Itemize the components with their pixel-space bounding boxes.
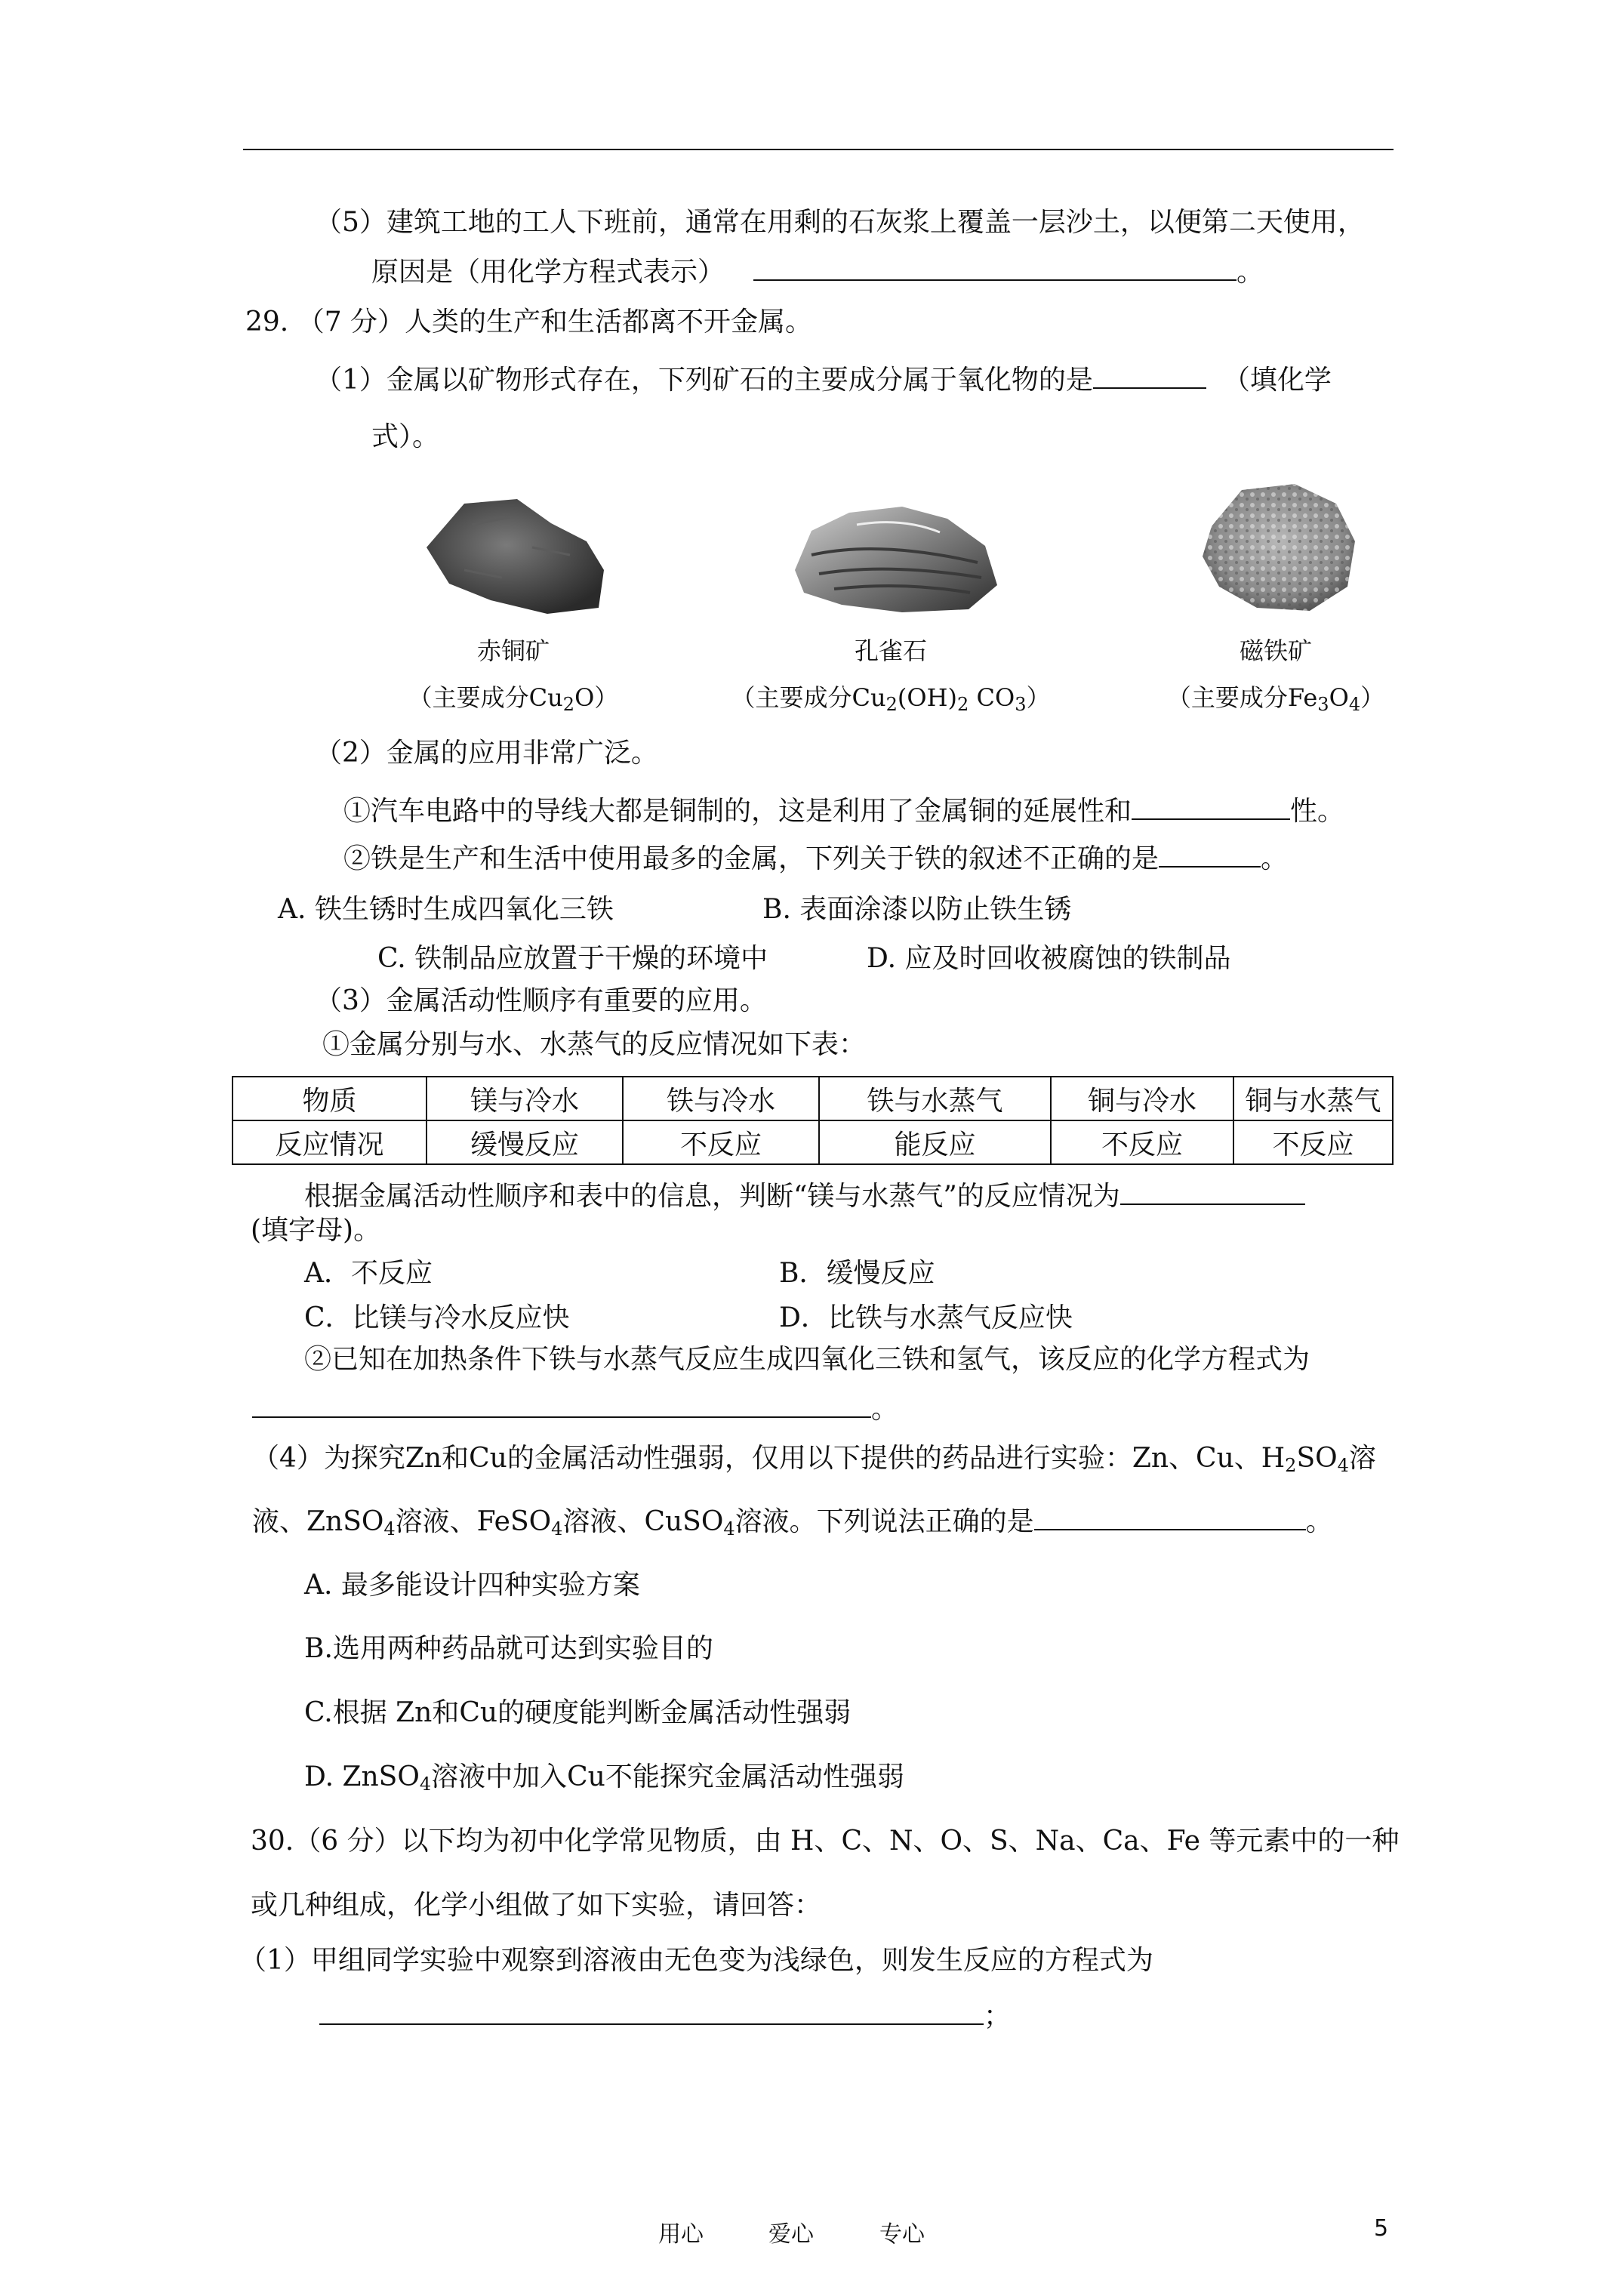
q30-line2: 或几种组成，化学小组做了如下实验，请回答： [251,1890,822,1921]
q29-2-b-prompt: ②铁是生产和生活中使用最多的金属，下列关于铁的叙述不正确的是 [343,843,1160,874]
mineral-name-cuprite: 赤铜矿 [476,636,550,665]
table-cell: 铁与冷水 [623,1077,819,1120]
q29-4-option-c: C.根据 Zn和Cu的硬度能判断金属活动性强弱 [304,1697,852,1728]
q29-1-prompt: （1）金属以矿物形式存在，下列矿石的主要成分属于氧化物的是 [315,365,1093,396]
q29-2-option-a: A. 铁生锈时生成四氧化三铁 [278,894,614,925]
table-cell: 铁与水蒸气 [819,1077,1051,1120]
q29-4-line1: （4）为探究Zn和Cu的金属活动性强弱，仅用以下提供的药品进行实验：Zn、Cu、$H_2SO_4$溶 [252,1443,1376,1476]
q29-2-option-d: D. 应及时回收被腐蚀的铁制品 [867,943,1231,974]
malachite-image [789,502,1002,615]
q29-2-heading: （2）金属的应用非常广泛。 [315,738,658,769]
q29-2-b: ②铁是生产和生活中使用最多的金属，下列关于铁的叙述不正确的是 。 [343,840,1288,876]
q29-3-a: ①金属分别与水、水蒸气的反应情况如下表： [322,1029,867,1060]
table-cell: 不反应 [1051,1120,1233,1164]
reaction-table [232,1076,1394,1165]
table-header-row [233,1077,1393,1120]
q28-5-line2 [371,254,1264,289]
table-cell: 铜与水蒸气 [1233,1077,1393,1120]
q29-2-option-c: C. 铁制品应放置于干燥的环境中 [377,943,768,974]
q29-4-option-d: D. ZnSO$_4$溶液中加入Cu不能探究金属活动性强弱 [304,1761,904,1795]
answer-blank[interactable] [319,1998,984,2025]
mineral-name-magnetite: 磁铁矿 [1239,636,1312,665]
q29-3-option-b: B．缓慢反应 [779,1258,935,1289]
q29-3-option-d: D．比铁与水蒸气反应快 [779,1302,1073,1333]
q29-1-line2: 式）。 [371,421,440,452]
q29-3-heading: （3）金属活动性顺序有重要的应用。 [315,985,767,1016]
answer-blank[interactable] [1159,840,1261,868]
magnetite-image [1196,481,1360,615]
q29-heading: 29. （7 分）人类的生产和生活都离不开金属。 [245,307,813,337]
table-row [233,1120,1393,1164]
q30-1-prompt: （1）甲组同学实验中观察到溶液由无色变为浅绿色，则发生反应的方程式为 [239,1945,1153,1976]
q29-3-question [304,1178,1305,1213]
q29-2-a: ①汽车电路中的导线大都是铜制的，这是利用了金属铜的延展性和 性。 [343,793,1344,828]
table-cell: 铜与冷水 [1051,1077,1233,1120]
q29-4-option-a: A. 最多能设计四种实验方案 [304,1570,640,1601]
q29-3-b-answer: 。 [252,1391,898,1426]
mineral-composition-cuprite: （主要成分$Cu_2O$） [408,683,619,715]
footer-mid: 爱心 [768,2221,814,2248]
q30-1-answer: ； [319,1998,1011,2033]
q30-line1: 30.（6 分）以下均为初中化学常见物质，由 H、C、N、O、S、Na、Ca、Fe 等元素中的一种 [251,1826,1400,1857]
table-cell: 不反应 [1233,1120,1393,1164]
table-cell: 物质 [233,1077,427,1120]
mineral-name-malachite: 孔雀石 [854,636,927,665]
answer-blank[interactable] [1034,1503,1306,1530]
table-cell: 不反应 [623,1120,819,1164]
footer-right: 专心 [879,2221,925,2248]
page-number: 5 [1374,2215,1389,2242]
q29-3-option-c: C．比镁与冷水反应快 [304,1302,570,1333]
mineral-composition-magnetite: （主要成分$Fe_3O_4$） [1166,683,1385,715]
q28-5-prompt: 原因是（用化学方程式表示） [371,257,725,288]
answer-blank[interactable] [1093,362,1206,389]
q29-3-option-a: A．不反应 [304,1258,433,1289]
cuprite-image [419,495,609,617]
answer-blank[interactable] [252,1391,871,1418]
table-cell: 镁与冷水 [427,1077,623,1120]
answer-blank[interactable] [1132,793,1290,820]
punct: 。 [1236,257,1264,288]
q29-2-option-b: B. 表面涂漆以防止铁生锈 [762,894,1072,925]
answer-blank[interactable] [753,254,1236,281]
table-cell: 反应情况 [233,1120,427,1164]
q29-4-line2: 液、ZnSO$_4$溶液、FeSO$_4$溶液、CuSO$_4$溶液。下列说法正确的是 。 [252,1503,1333,1539]
q29-3-fill-hint: (填字母)。 [251,1215,381,1246]
q29-1-line1 [315,362,1332,397]
table-cell: 缓慢反应 [427,1120,623,1164]
q29-1-suffix: （填化学 [1222,365,1332,396]
answer-blank[interactable] [1120,1178,1305,1205]
header-rule [243,149,1394,150]
q29-4-option-b: B.选用两种药品就可达到实验目的 [304,1633,713,1664]
footer-left: 用心 [658,2221,704,2248]
table-cell: 能反应 [819,1120,1051,1164]
q29-2-a-prompt: ①汽车电路中的导线大都是铜制的，这是利用了金属铜的延展性和 [343,796,1132,827]
q29-3-b: ②已知在加热条件下铁与水蒸气反应生成四氧化三铁和氢气，该反应的化学方程式为 [304,1344,1310,1375]
q29-3-prompt: 根据金属活动性顺序和表中的信息，判断“镁与水蒸气”的反应情况为 [304,1181,1120,1212]
q28-5-line1: （5）建筑工地的工人下班前，通常在用剩的石灰浆上覆盖一层沙土，以便第二天使用， [315,207,1365,238]
mineral-composition-malachite: （主要成分$Cu_2(OH)_2$ $CO_3$） [731,683,1051,715]
